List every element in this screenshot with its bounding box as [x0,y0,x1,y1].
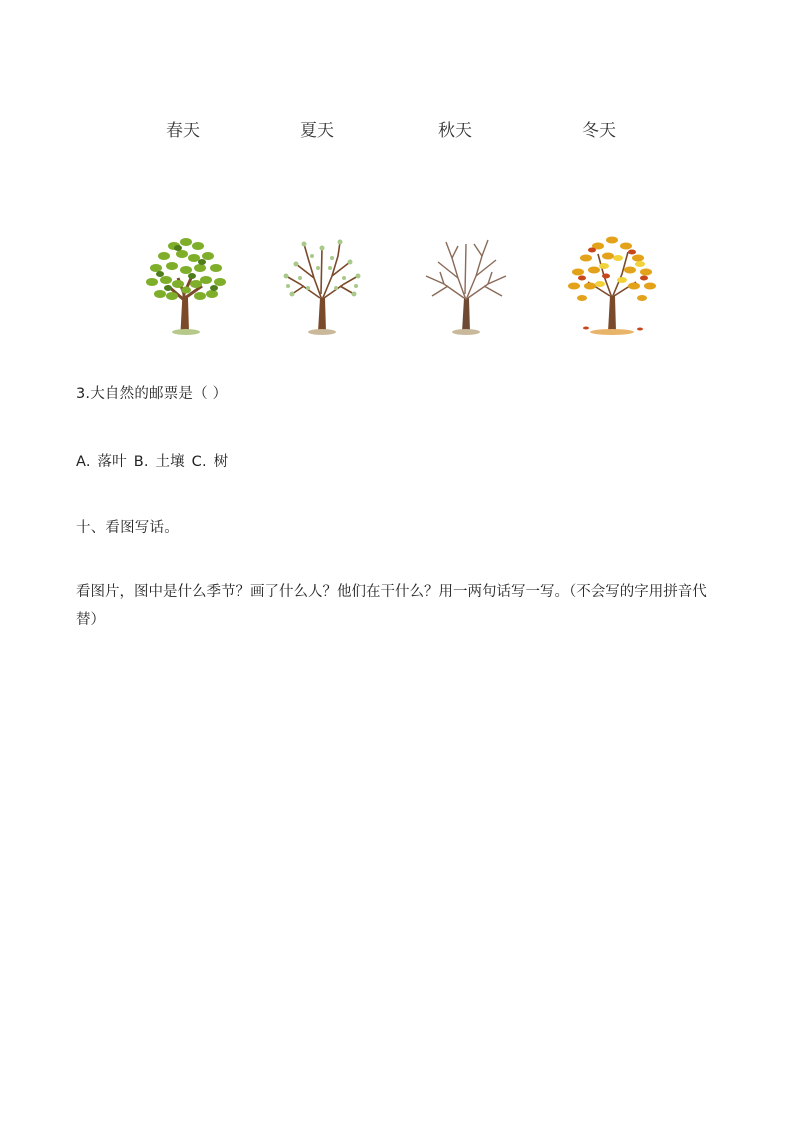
question-3: 3.大自然的邮票是（ ） [76,386,228,402]
section-10-instruction: 看图片，图中是什么季节？画了什么人？他们在干什么？用一两句话写一写。（不会写的字用拼音代替） [76,584,707,628]
season-label-autumn: 秋天 [438,121,472,141]
sparse-leaf-tree-icon [274,228,370,338]
season-label-winter: 冬天 [582,121,616,141]
season-label-spring: 春天 [166,121,200,141]
season-label-summer: 夏天 [300,121,334,141]
bare-tree-icon [418,228,514,338]
section-10-heading: 十、看图写话。 [76,520,179,536]
green-leaf-tree-icon [138,228,234,338]
question-3-options: A. 落叶 B. 土壤 C. 树 [76,454,229,470]
autumn-leaf-tree-icon [564,228,660,338]
